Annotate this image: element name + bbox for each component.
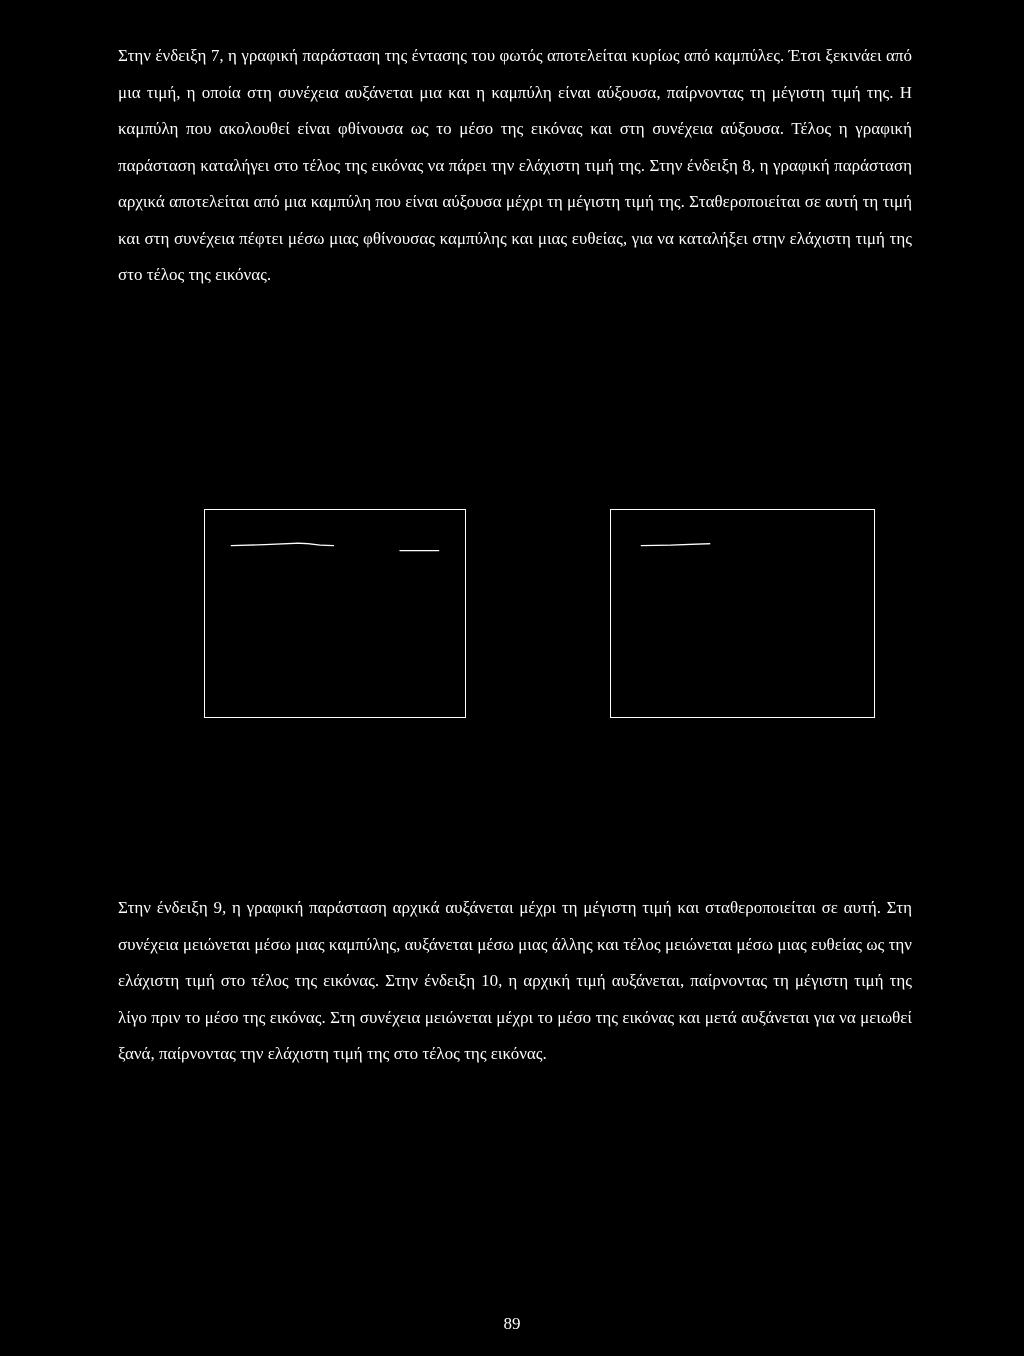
intensity-plot-left [204, 509, 466, 718]
intensity-curve-right [611, 510, 874, 717]
paragraph-indications-7-8: Στην ένδειξη 7, η γραφική παράσταση της έντασης του φωτός αποτελείται κυρίως από καμπύλες. Έτσι ξεκινάει από μια τιμή, η οποία στη συνέχεια αυξάνεται μια και η καμπύλη είναι αύξουσα, παίρνοντας τη μέγιστη τιμή της. Η καμπύλη που ακολουθεί είναι φθίνουσα ως το μέσο της εικόνας και στη συνέχεια αύξουσα. Τέλος η γραφική παράσταση καταλήγει στο τέλος της εικόνας να πάρει την ελάχιστη τιμή της. Στην ένδειξη 8, η γραφική παράσταση αρχικά αποτελείται από μια καμπύλη που είναι αύξουσα μέχρι τη μέγιστη τιμή της. Σταθεροποιείται σε αυτή τη τιμή και στη συνέχεια πέφτει μέσω μιας φθίνουσας καμπύλης και μιας ευθείας, για να καταλήξει στην ελάχιστη τιμή της στο τέλος της εικόνας. [118, 46, 912, 284]
paragraph-indications-9-10: Στην ένδειξη 9, η γραφική παράσταση αρχικά αυξάνεται μέχρι τη μέγιστη τιμή και σταθεροποιείται σε αυτή. Στη συνέχεια μειώνεται μέσω μιας καμπύλης, αυξάνεται μέσω μιας άλλης και τέλος μειώνεται μέσω μιας ευθείας ως την ελάχιστη τιμή στο τέλος της εικόνας. Στην ένδειξη 10, η αρχική τιμή αυξάνεται, παίρνοντας τη μέγιστη τιμή της λίγο πριν το μέσο της εικόνας. Στη συνέχεια μειώνεται μέχρι το μέσο της εικόνας και μετά αυξάνεται για να μειωθεί ξανά, παίρνοντας την ελάχιστη τιμή της στο τέλος της εικόνας. [118, 898, 912, 1063]
intensity-plot-right [610, 509, 875, 718]
curve-segment-left-a [231, 543, 334, 545]
intensity-curve-left [205, 510, 465, 717]
page-number: 89 [503, 1314, 521, 1333]
curve-segment-right [641, 544, 710, 546]
